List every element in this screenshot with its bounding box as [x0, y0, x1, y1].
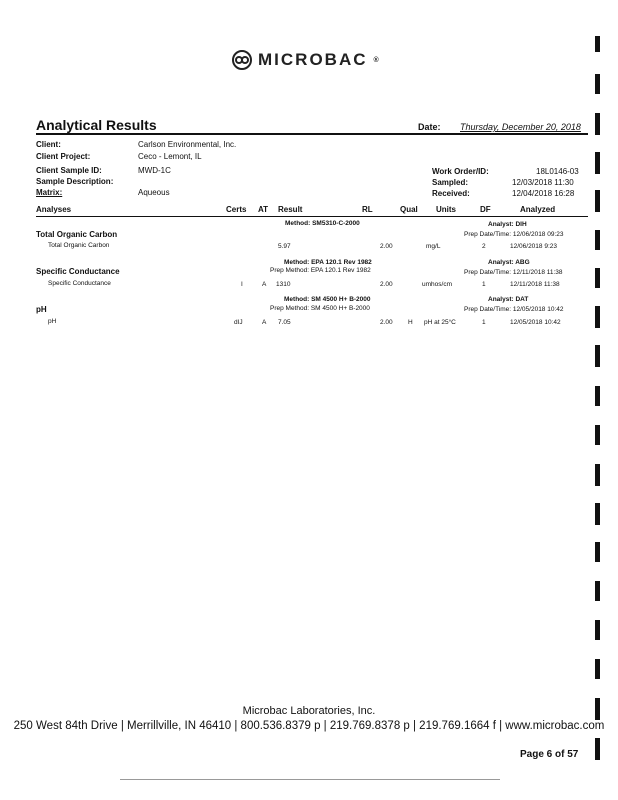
header-analyses: Analyses [36, 205, 72, 214]
margin-bar [595, 581, 600, 601]
ph-result: 7.05 [278, 319, 291, 326]
matrix-value: Aqueous [138, 188, 170, 197]
sc-certs: I [241, 281, 243, 288]
work-order-value: 18L0146-03 [536, 167, 579, 176]
received-label: Received: [432, 189, 470, 198]
report-title: Analytical Results [36, 117, 157, 133]
client-project-label: Client Project: [36, 152, 91, 161]
sc-analyzed: 12/11/2018 11:38 [510, 281, 560, 288]
microbac-logo [232, 50, 379, 70]
date-value: Thursday, December 20, 2018 [460, 122, 581, 132]
toc-prep-date: Prep Date/Time: 12/06/2018 09:23 [464, 231, 564, 238]
margin-bar [595, 659, 600, 679]
sc-section-title: Specific Conductance [36, 267, 120, 276]
sc-df: 1 [482, 281, 486, 288]
margin-bar [595, 268, 600, 288]
ph-prep-date: Prep Date/Time: 12/05/2018 10:42 [464, 306, 564, 313]
toc-analyzed: 12/06/2018 9:23 [510, 243, 557, 250]
sc-analyst: Analyst: ABG [488, 259, 530, 266]
title-divider [36, 133, 588, 135]
ph-rl: 2.00 [380, 319, 393, 326]
sc-analyte: Specific Conductance [48, 280, 111, 287]
ph-prep-method: Prep Method: SM 4500 H+ B-2000 [270, 305, 370, 312]
work-order-label: Work Order/ID: [432, 167, 489, 176]
footer-address: 250 West 84th Drive | Merrillville, IN 46410 | 800.536.8379 p | 219.769.8378 p | 219.769.1664 f | www.microbac.com [13, 720, 605, 732]
sc-method: Method: EPA 120.1 Rev 1982 [284, 259, 372, 266]
sampled-value: 12/03/2018 11:30 [512, 178, 574, 187]
bottom-divider [120, 779, 500, 780]
header-rl: RL [362, 205, 373, 214]
client-label: Client: [36, 140, 61, 149]
toc-analyst: Analyst: DIH [488, 221, 527, 228]
client-sample-id-value: MWD-1C [138, 166, 171, 175]
ph-units: pH at 25°C [424, 319, 456, 326]
header-at: AT [258, 205, 269, 214]
margin-bar [595, 503, 600, 525]
microbac-logo-icon [232, 50, 252, 70]
header-certs: Certs [226, 205, 247, 214]
margin-bar [595, 698, 600, 720]
toc-section-title: Total Organic Carbon [36, 230, 118, 239]
margin-bar [595, 152, 600, 174]
ph-certs: dIJ [234, 319, 243, 326]
toc-units: mg/L [426, 243, 441, 250]
margin-bar [595, 738, 600, 760]
matrix-label: Matrix: [36, 188, 63, 197]
margin-bar [595, 230, 600, 250]
header-qual: Qual [400, 205, 418, 214]
margin-bar [595, 74, 600, 94]
sc-prep-date: Prep Date/Time: 12/11/2018 11:38 [464, 269, 563, 276]
toc-result: 5.97 [278, 243, 291, 250]
client-project-value: Ceco - Lemont, IL [138, 152, 202, 161]
client-sample-id-label: Client Sample ID: [36, 166, 102, 175]
toc-analyte: Total Organic Carbon [48, 242, 110, 249]
header-result: Result [278, 205, 303, 214]
header-df: DF [480, 205, 491, 214]
toc-rl: 2.00 [380, 243, 393, 250]
margin-bar [595, 386, 600, 406]
brand-name: MICROBAC [258, 50, 368, 69]
ph-at: A [262, 319, 267, 326]
margin-bar [595, 620, 600, 640]
ph-analyst: Analyst: DAT [488, 296, 529, 303]
margin-bar [595, 36, 600, 52]
margin-bar [595, 345, 600, 367]
header-units: Units [436, 205, 456, 214]
received-value: 12/04/2018 16:28 [512, 189, 575, 198]
date-label: Date: [418, 122, 441, 132]
sc-units: umhos/cm [422, 281, 452, 288]
ph-analyzed: 12/05/2018 10:42 [510, 319, 561, 326]
margin-bar [595, 542, 600, 562]
page-number: Page 6 of 57 [520, 749, 579, 760]
margin-bar [595, 306, 600, 328]
margin-bar [595, 425, 600, 445]
toc-method: Method: SM5310-C-2000 [285, 220, 360, 227]
sample-description-label: Sample Description: [36, 177, 114, 186]
margin-bar [595, 464, 600, 486]
ph-df: 1 [482, 319, 486, 326]
ph-method: Method: SM 4500 H+ B-2000 [284, 296, 371, 303]
margin-bar [595, 190, 600, 212]
ph-analyte: pH [48, 318, 57, 325]
header-analyzed: Analyzed [520, 205, 556, 214]
ph-qual: H [408, 319, 413, 326]
registered-mark: ® [373, 56, 379, 64]
sc-prep-method: Prep Method: EPA 120.1 Rev 1982 [270, 267, 371, 274]
table-header-divider [36, 216, 588, 217]
sampled-label: Sampled: [432, 178, 469, 187]
toc-df: 2 [482, 243, 486, 250]
margin-bar [595, 113, 600, 135]
sc-result: 1310 [276, 281, 291, 288]
footer-company: Microbac Laboratories, Inc. [242, 705, 376, 717]
sc-rl: 2.00 [380, 281, 393, 288]
client-value: Carlson Environmental, Inc. [138, 140, 237, 149]
ph-section-title: pH [36, 305, 47, 314]
sc-at: A [262, 281, 267, 288]
